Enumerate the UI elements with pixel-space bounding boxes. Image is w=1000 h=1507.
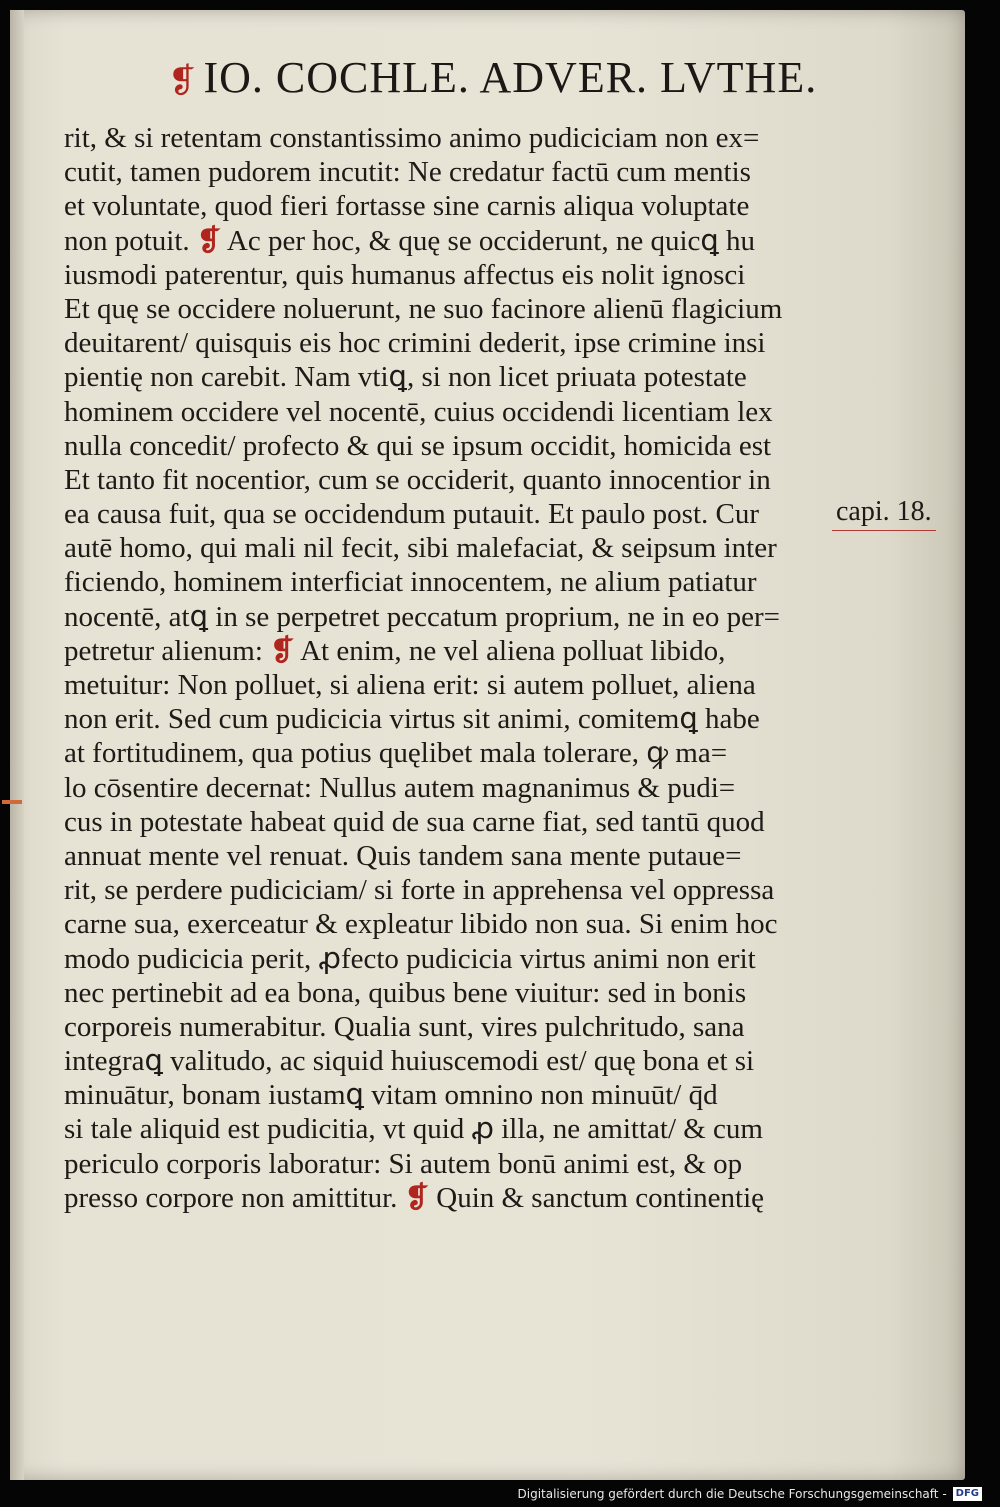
paragraph-mark-icon: ❡ xyxy=(196,224,222,257)
body-text xyxy=(64,121,834,1215)
text-line: periculo corporis laboratur: Si autem bonū animi est, & op xyxy=(64,1147,743,1180)
text-line: minuātur, bonam iustamꝗ vitam omnino non minuūt/ q̄d xyxy=(64,1079,718,1112)
text-line: integraꝗ valitudo, ac siquid huiuscemodi est/ quę bona et si xyxy=(64,1045,755,1078)
text-line: non potuit. ❡ Ac per hoc, & quę se occiderunt, ne quicꝗ hu xyxy=(64,224,756,257)
text-line: iusmodi paterentur, quis humanus affectus eis nolit ignosci xyxy=(64,258,746,291)
text-line: si tale aliquid est pudicitia, vt quid ꝓ illa, ne amittat/ & cum xyxy=(64,1113,763,1146)
dfg-logo-icon: DFG xyxy=(953,1487,982,1501)
text-line: Et tanto fit nocentior, cum se occiderit, quanto innocentior in xyxy=(64,463,771,496)
text-line: nulla concedit/ profecto & qui se ipsum occidit, homicida est xyxy=(64,429,772,462)
header-title: IO. COCHLE. ADVER. LVTHE. xyxy=(203,53,818,102)
text-line: ficiendo, hominem interficiat innocentem, ne alium patiatur xyxy=(64,566,757,599)
text-line: pientię non carebit. Nam vtiꝗ, si non licet priuata potestate xyxy=(64,361,747,394)
footer-credit xyxy=(518,1485,983,1503)
text-line: metuitur: Non polluet, si aliena erit: si autem polluet, aliena xyxy=(64,669,756,701)
footer-text: Digitalisierung gefördert durch die Deutsche Forschungsgemeinschaft - xyxy=(517,1487,947,1501)
text-line: autē homo, qui mali nil fecit, sibi malefaciat, & seipsum inter xyxy=(64,532,777,565)
running-header xyxy=(168,52,818,108)
text-line: Et quę se occidere noluerunt, ne suo facinore alienū flagicium xyxy=(64,292,783,325)
text-line: modo pudicicia perit, ꝓfecto pudicicia virtus animi non erit xyxy=(64,942,756,975)
paragraph-mark-icon: ❡ xyxy=(404,1181,429,1214)
text-line: ea causa fuit, qua se occidendum putauit. Et paulo post. Cur xyxy=(64,498,760,531)
text-line: petretur alienum: ❡ At enim, ne vel aliena polluat libido, xyxy=(64,634,726,667)
text-line: at fortitudinem, qua potius quęlibet mala tolerare, ꝙ ma= xyxy=(64,737,728,770)
text-line: cus in potestate habeat quid de sua carne fiat, sed tantū quod xyxy=(64,805,765,838)
paragraph-mark-icon: ❡ xyxy=(168,63,198,100)
text-line: rit, se perdere pudiciciam/ si forte in apprehensa vel oppressa xyxy=(64,874,775,907)
page-binding-edge xyxy=(10,10,24,1480)
text-line: lo cōsentire decernat: Nullus autem magnanimus & pudi= xyxy=(64,771,736,804)
text-line: nec pertinebit ad ea bona, quibus bene viuitur: sed in bonis xyxy=(64,976,747,1009)
text-line: cutit, tamen pudorem incutit: Ne credatur factū cum mentis xyxy=(64,156,751,189)
text-line: nocentē, atꝗ in se perpetret peccatum proprium, ne in eo per= xyxy=(64,600,780,633)
text-line: deuitarent/ quisquis eis hoc crimini dederit, ipse crimine insi xyxy=(64,327,766,360)
text-line: rit, & si retentam constantissimo animo pudiciciam non ex= xyxy=(64,122,760,154)
text-line: annuat mente vel renuat. Quis tandem sana mente putaue= xyxy=(64,839,742,872)
paragraph-mark-icon: ❡ xyxy=(270,634,295,667)
margin-note: capi. 18. xyxy=(832,496,936,531)
text-line: carne sua, exerceatur & expleatur libido non sua. Si enim hoc xyxy=(64,908,778,941)
text-line: et voluntate, quod fieri fortasse sine carnis aliqua voluptate xyxy=(64,190,750,223)
text-line: corporeis numerabitur. Qualia sunt, vires pulchritudo, sana xyxy=(64,1010,745,1043)
text-line: non erit. Sed cum pudicicia virtus sit animi, comitemꝗ habe xyxy=(64,703,760,736)
margin-red-tick xyxy=(2,800,22,804)
text-line: hominem occidere vel nocentē, cuius occidendi licentiam lex xyxy=(64,395,773,428)
text-line: presso corpore non amittitur. ❡ Quin & sanctum continentię xyxy=(64,1181,765,1214)
